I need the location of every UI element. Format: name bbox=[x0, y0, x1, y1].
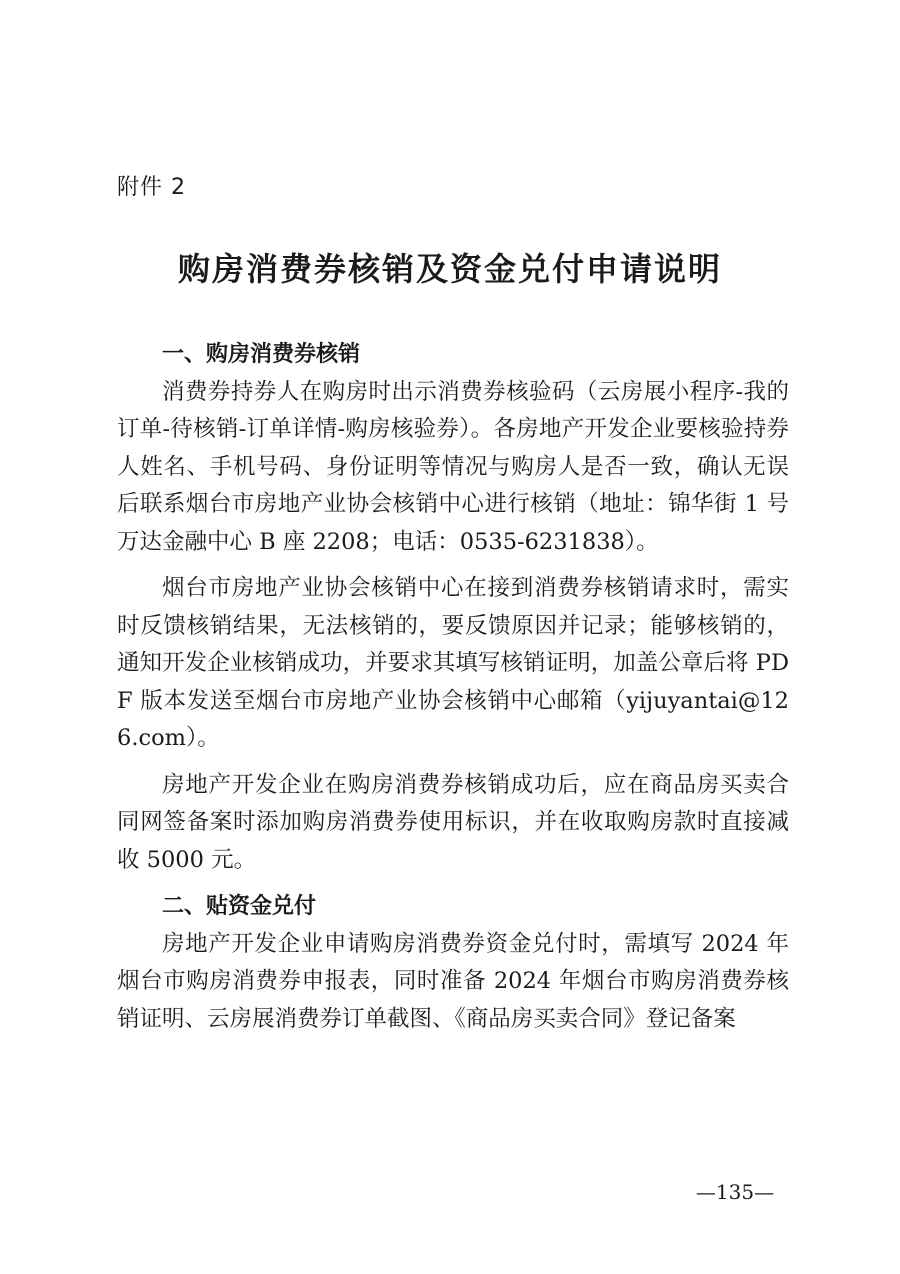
paragraph: 房地产开发企业在购房消费券核销成功后，应在商品房买卖合同网签备案时添加购房消费券使用标识，并在收取购房款时直接减收 5000 元。 bbox=[117, 771, 789, 873]
paragraph: 房地产开发企业申请购房消费券资金兑付时，需填写 2024 年烟台市购房消费券申报表，同时准备 2024 年烟台市购房消费券核销证明、云房展消费券订单截图、《商品房买卖合同》登记备案 bbox=[117, 930, 789, 1032]
section-fund-redemption bbox=[117, 888, 789, 1038]
paragraph: 烟台市房地产业协会核销中心在接到消费券核销请求时，需实时反馈核销结果，无法核销的，要反馈原因并记录；能够核销的，通知开发企业核销成功，并要求其填写核销证明，加盖公章后将 PDF 版本发送至烟台市房地产业协会核销中心邮箱（yijuyantai@126.com）。 bbox=[117, 575, 789, 751]
paragraph: 消费券持券人在购房时出示消费券核验码（云房展小程序-我的订单-待核销-订单详情-购房核验券）。各房地产开发企业要核验持券人姓名、手机号码、身份证明等情况与购房人是否一致，确认无误后联系烟台市房地产业协会核销中心进行核销（地址：锦华街 1 号万达金融中心 B 座 2208；电话：0535-6231838）。 bbox=[117, 378, 789, 555]
document-body bbox=[117, 336, 789, 1038]
section-heading: 一、购房消费券核销 bbox=[162, 342, 361, 367]
document-title: 购房消费券核销及资金兑付申请说明 bbox=[177, 250, 722, 288]
section-verification bbox=[117, 336, 789, 879]
attachment-label: 附件 2 bbox=[117, 175, 186, 200]
section-heading: 二、贴资金兑付 bbox=[162, 894, 317, 919]
page-number: —135— bbox=[695, 1180, 775, 1204]
